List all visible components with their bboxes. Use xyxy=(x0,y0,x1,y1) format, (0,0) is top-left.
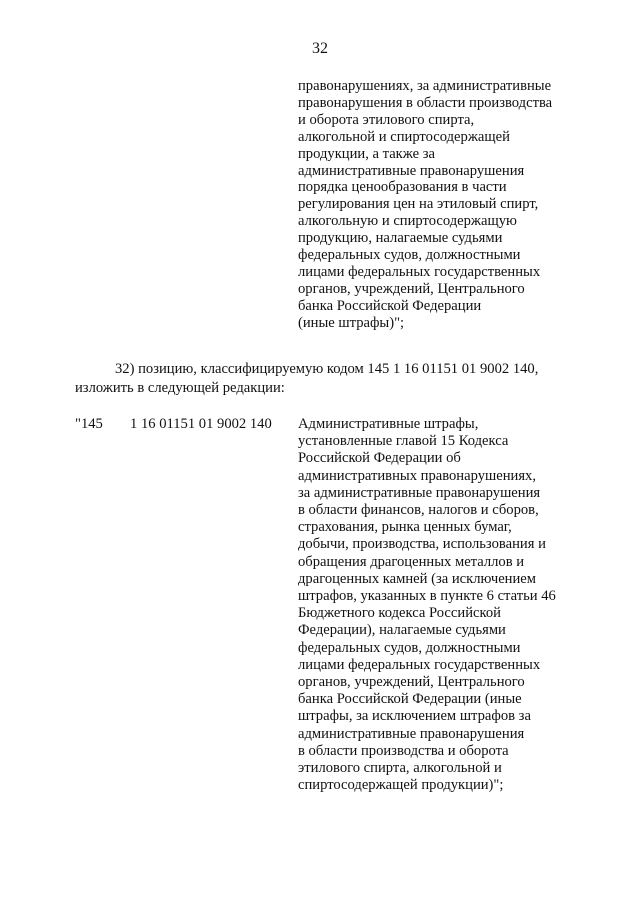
text-line: алкогольной и спиртосодержащей xyxy=(298,128,510,145)
text-line: (иные штрафы)"; xyxy=(298,314,405,331)
description-line: органов, учреждений, Центрального xyxy=(298,674,525,691)
text-line: продукцию, налагаемые судьями xyxy=(298,230,503,247)
description-line: банка Российской Федерации (иные xyxy=(298,691,522,708)
text-line: правонарушения в области производства xyxy=(298,94,553,111)
description-line: лицами федеральных государственных xyxy=(298,656,541,673)
paragraph-line: 32) позицию, классифицируемую кодом 145 1 16 01151 01 9002 140, xyxy=(115,361,539,377)
description-line: драгоценных камней (за исключением xyxy=(298,570,537,587)
description-line: обращения драгоценных металлов и xyxy=(298,553,525,570)
description-line: Федерации), налагаемые судьями xyxy=(298,622,506,639)
description-line: добычи, производства, использования и xyxy=(298,536,546,553)
text-line: продукции, а также за xyxy=(298,145,436,162)
description-line: страхования, рынка ценных бумаг, xyxy=(298,519,512,536)
description-line: административные правонарушения xyxy=(298,725,525,742)
description-line: этилового спирта, алкогольной и xyxy=(298,760,502,777)
text-line: и оборота этилового спирта, xyxy=(298,111,475,128)
text-line: порядка ценообразования в части xyxy=(298,179,507,196)
description-line: Российской Федерации об xyxy=(298,450,461,467)
description-line: за административные правонарушения xyxy=(298,484,541,501)
text-line: банка Российской Федерации xyxy=(298,297,482,314)
description-line: в области финансов, налогов и сборов, xyxy=(298,502,539,519)
description-line: штрафы, за исключением штрафов за xyxy=(298,708,531,725)
description-line: спиртосодержащей продукции)"; xyxy=(298,777,504,794)
description-line: установленные главой 15 Кодекса xyxy=(298,433,509,450)
page-number: 32 xyxy=(312,40,328,57)
amendment-paragraph xyxy=(75,360,575,398)
entry-description xyxy=(298,416,556,794)
text-line: лицами федеральных государственных xyxy=(298,263,541,280)
classification-code: 1 16 01151 01 9002 140 xyxy=(130,416,272,432)
description-line: Административные штрафы, xyxy=(298,416,479,432)
description-line: Бюджетного кодекса Российской xyxy=(298,605,501,622)
text-line: алкогольную и спиртосодержащую xyxy=(298,213,517,230)
admin-code: "145 xyxy=(75,416,103,432)
paragraph-line: изложить в следующей редакции: xyxy=(75,380,285,396)
description-line: административных правонарушениях, xyxy=(298,467,536,484)
description-line: федеральных судов, должностными xyxy=(298,639,521,656)
text-line: регулирования цен на этиловый спирт, xyxy=(298,196,539,213)
top-continuation-text xyxy=(298,78,552,332)
description-line: в области производства и оборота xyxy=(298,742,509,759)
text-line: административные правонарушения xyxy=(298,162,525,179)
text-line: органов, учреждений, Центрального xyxy=(298,280,525,297)
description-line: штрафов, указанных в пункте 6 статьи 46 xyxy=(298,588,556,605)
text-line: федеральных судов, должностными xyxy=(298,247,521,264)
text-line: правонарушениях, за административные xyxy=(298,78,552,94)
